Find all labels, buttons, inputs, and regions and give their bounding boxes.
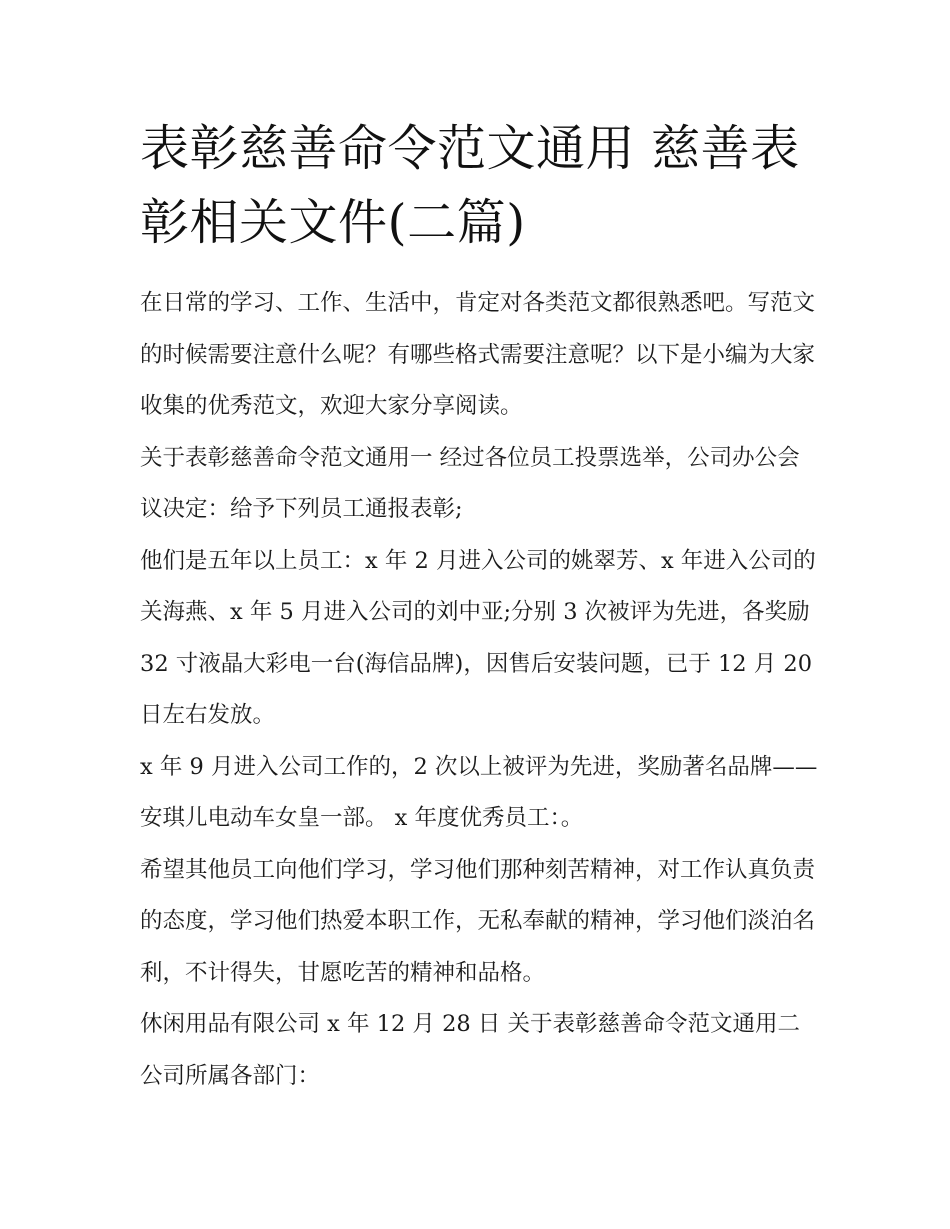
document-title: 表彰慈善命令范文通用 慈善表彰相关文件(二篇)	[140, 120, 800, 251]
paragraph-five-year-staff: 他们是五年以上员工：x 年 2 月进入公司的姚翠芳、x 年进入公司的关海燕、x 年 5 月进入公司的刘中亚;分别 3 次被评为先进，各奖励 32 寸液晶大彩电一台(海信品牌)，因售后安装问题，已于 12 月 20 日左右发放。	[140, 547, 816, 728]
paragraph-september-staff: x 年 9 月进入公司工作的，2 次以上被评为先进，奖励著名品牌——安琪儿电动车女皇一部。 x 年度优秀员工：。	[140, 753, 818, 831]
paragraph-encouragement: 希望其他员工向他们学习，学习他们那种刻苦精神，对工作认真负责的态度，学习他们热爱本职工作，无私奉献的精神，学习他们淡泊名利，不计得失，甘愿吃苦的精神和品格。	[140, 856, 816, 986]
document-body	[140, 278, 820, 1102]
paragraph-signature: 休闲用品有限公司 x 年 12 月 28 日 关于表彰慈善命令范文通用二 公司所属各部门：	[140, 1011, 801, 1089]
paragraph-decision: 关于表彰慈善命令范文通用一 经过各位员工投票选举，公司办公会议决定：给予下列员工通报表彰;	[140, 444, 800, 522]
document-content	[140, 112, 820, 1102]
paragraph-intro: 在日常的学习、工作、生活中，肯定对各类范文都很熟悉吧。写范文的时候需要注意什么呢？有哪些格式需要注意呢？以下是小编为大家收集的优秀范文，欢迎大家分享阅读。	[140, 290, 816, 419]
